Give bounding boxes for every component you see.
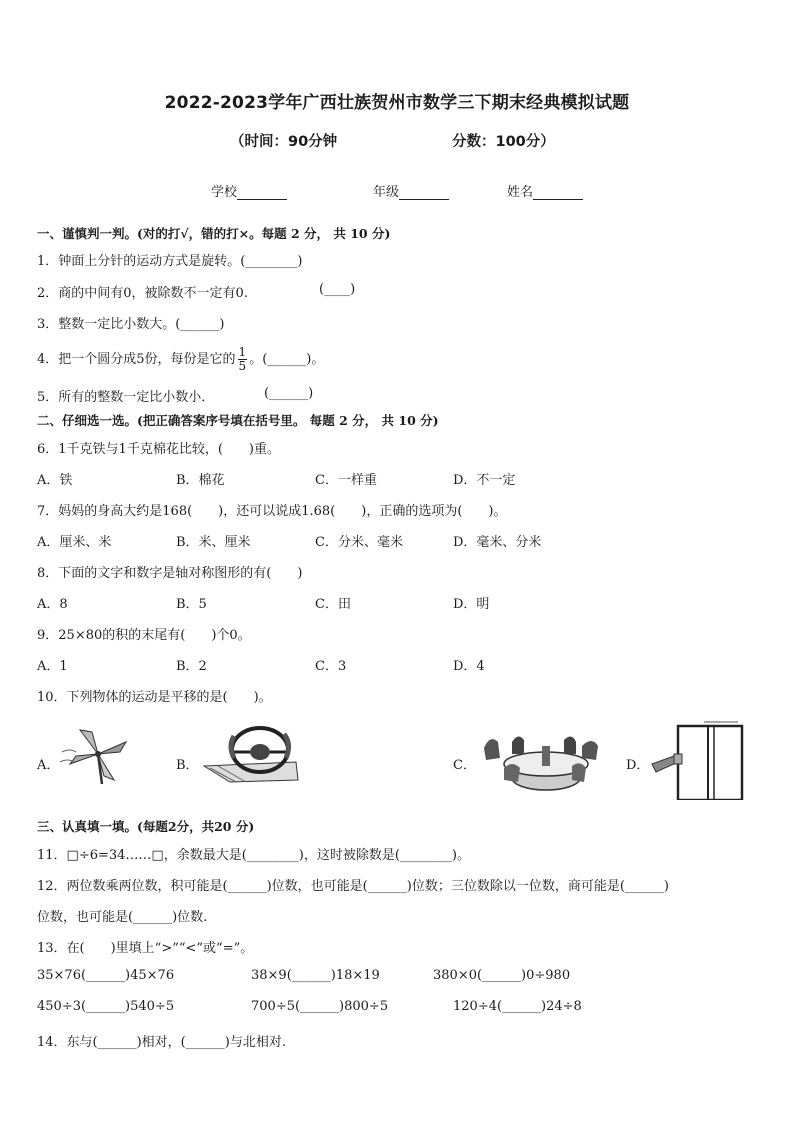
- q10-option-d[interactable]: D．: [626, 758, 650, 773]
- question-6: 6．1千克铁与1千克棉花比较，( )重。: [37, 442, 280, 457]
- q13-item-6: 120÷4(______)24÷8: [453, 999, 582, 1014]
- page-title: 2022-2023学年广西壮族贺州市数学三下期末经典模拟试题: [164, 93, 630, 113]
- question-12-line1: 12．两位数乘两位数，积可能是(______)位数，也可能是(______)位数；三位数除以一位数，商可能是(______): [37, 879, 669, 894]
- q13-item-3: 380×0(______)0÷980: [433, 968, 571, 983]
- time-label: （时间：90分钟: [230, 134, 338, 150]
- q6-option-c[interactable]: C．一样重: [315, 473, 377, 488]
- q9-option-d[interactable]: D．4: [453, 659, 485, 674]
- q13-item-4: 450÷3(______)540÷5: [37, 999, 175, 1014]
- pinwheel-image: [58, 722, 138, 784]
- q13-item-5: 700÷5(______)800÷5: [251, 999, 389, 1014]
- q6-option-b[interactable]: B．棉花: [176, 473, 225, 488]
- q6-option-d[interactable]: D．不一定: [453, 473, 516, 488]
- grade-field[interactable]: [373, 181, 449, 200]
- q9-option-b[interactable]: B．2: [176, 659, 207, 674]
- q7-option-c[interactable]: C．分米、毫米: [315, 535, 403, 550]
- question-11: 11．□÷6=34……□，余数最大是(________)，这时被除数是(________)。: [37, 848, 470, 863]
- q8-option-a[interactable]: A．8: [37, 597, 68, 612]
- q7-option-b[interactable]: B．米、厘米: [176, 535, 251, 550]
- question-5: 5．所有的整数一定比小数小．: [37, 390, 215, 405]
- question-9: 9．25×80的积的末尾有( )个0。: [37, 628, 251, 643]
- question-3: 3．整数一定比小数大。(______): [37, 317, 225, 332]
- section2-heading: 二、仔细选一选。(把正确答案序号填在括号里。 每题 2 分， 共 10 分): [37, 413, 439, 428]
- carousel-image: [476, 724, 606, 796]
- q6-option-a[interactable]: A．铁: [37, 473, 73, 488]
- q8-option-d[interactable]: D．明: [453, 597, 490, 612]
- grade-label: 年级: [373, 185, 400, 200]
- q7-option-a[interactable]: A．厘米、米: [37, 535, 112, 550]
- q10-option-b[interactable]: B．: [176, 758, 199, 773]
- sliding-window-image: [648, 718, 748, 800]
- name-label: 姓名: [507, 185, 534, 200]
- steering-wheel-image: [200, 722, 300, 788]
- q9-option-a[interactable]: A．1: [37, 659, 68, 674]
- section3-heading: 三、认真填一填。(每题2分，共20 分): [37, 819, 255, 834]
- question-12-line2: 位数，也可能是(______)位数.: [37, 910, 208, 925]
- q8-option-b[interactable]: B．5: [176, 597, 207, 612]
- question-1: 1．钟面上分针的运动方式是旋转。(________): [37, 254, 303, 269]
- question-5-blank[interactable]: (______): [264, 386, 314, 401]
- question-7: 7．妈妈的身高大约是168( )，还可以说成1.68( )，正确的选项为( )。: [37, 504, 507, 519]
- question-14: 14．东与(______)相对，(______)与北相对.: [37, 1035, 286, 1050]
- fraction-one-fifth: $\frac{1}{5}$: [238, 345, 247, 373]
- question-10: 10．下列物体的运动是平移的是( )。: [37, 690, 272, 705]
- question-4-tail: 。(______)。: [249, 352, 325, 367]
- q7-option-d[interactable]: D．毫米、分米: [453, 535, 542, 550]
- question-2-blank[interactable]: (____): [319, 282, 356, 297]
- question-4: [37, 346, 324, 373]
- q13-item-2: 38×9(______)18×19: [251, 968, 380, 983]
- q13-item-1: 35×76(______)45×76: [37, 968, 175, 983]
- q10-option-a[interactable]: A．: [37, 758, 60, 773]
- question-2: 2．商的中间有0，被除数不一定有0.: [37, 286, 248, 301]
- name-field[interactable]: [507, 181, 583, 200]
- school-field[interactable]: [211, 181, 287, 200]
- school-label: 学校: [211, 185, 238, 200]
- q8-option-c[interactable]: C．田: [315, 597, 351, 612]
- question-8: 8．下面的文字和数字是轴对称图形的有( ): [37, 566, 303, 581]
- question-13: 13．在( )里填上“>”“<”或“=”。: [37, 941, 254, 956]
- score-label: 分数：100分）: [452, 134, 555, 150]
- q10-option-c[interactable]: C．: [453, 758, 476, 773]
- question-4-text: 4．把一个圆分成5份，每份是它的: [37, 352, 236, 367]
- q9-option-c[interactable]: C．3: [315, 659, 347, 674]
- section1-heading: 一、谨慎判一判。(对的打√，错的打×。每题 2 分， 共 10 分): [37, 226, 391, 241]
